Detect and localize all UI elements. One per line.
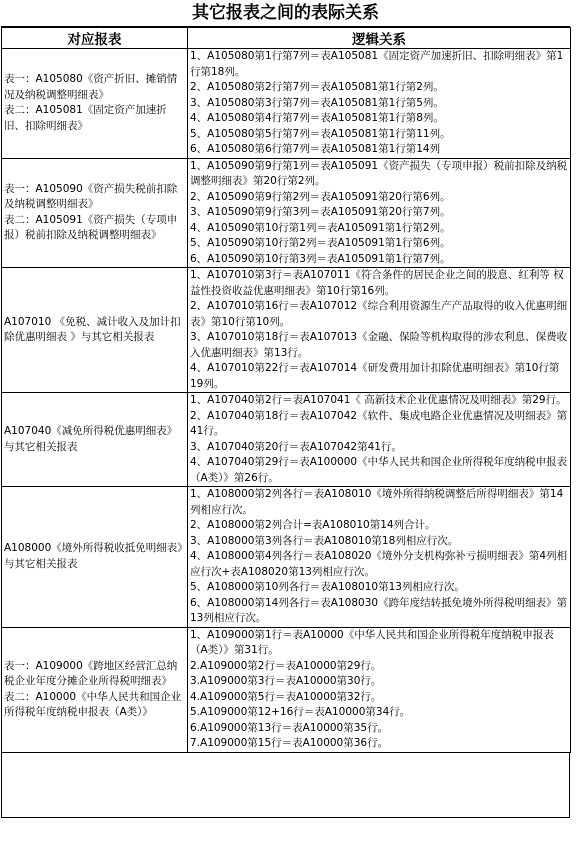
- report-name-line: 表一：A105090《资产损失税前扣除及纳税调整明细表》: [4, 182, 178, 211]
- logic-relation-line: 1、A107040第2行＝表A107041《 高新技术企业优惠情况及明细表》第29行。: [190, 394, 567, 406]
- report-name-cell[interactable]: [2, 393, 188, 487]
- header-left[interactable]: 对应报表: [2, 28, 188, 49]
- logic-relation-line: 5、A105090第10行第2列＝表A105091第1行第6列。: [190, 237, 451, 249]
- logic-relation-line: 4、A107010第22行＝表A107014《研发费用加计扣除优惠明细表》第10行第19列。: [190, 362, 560, 390]
- table-row: [2, 627, 571, 752]
- empty-rows-area: [1, 753, 570, 818]
- logic-relation-line: 1、A105090第9行第1列＝表A105091《资产损失（专项申报）税前扣除及纳税调整明细表》第20行第2列。: [190, 159, 568, 187]
- logic-relation-line: 3、A107040第20行＝表A107042第41行。: [190, 440, 402, 453]
- header-row: [2, 28, 571, 49]
- table-row: [2, 49, 571, 159]
- table-row: [2, 393, 571, 487]
- report-name-line: A107040《减免所得税优惠明细表》与其它相关报表: [4, 425, 178, 453]
- logic-relation-line: 3、A105090第9行第3列＝表A105091第20行第7列。: [190, 206, 451, 218]
- logic-relation-line: 7.A109000第15行＝表A10000第36行。: [190, 737, 389, 749]
- logic-relation-line: 4.A109000第5行＝表A10000第32行。: [190, 690, 382, 703]
- logic-relation-cell[interactable]: [188, 487, 571, 628]
- logic-relation-line: 5.A109000第12+16行＝表A10000第34行。: [190, 706, 411, 718]
- logic-relation-line: 1、A107010第3行＝表A107011《符合条件的居民企业之间的股息、红利等 权益性投资收益优惠明细表》第10行第16列。: [190, 269, 564, 297]
- report-name-line: 表一：A109000《跨地区经营汇总纳税企业年度分摊企业所得税明细表》: [4, 659, 178, 687]
- header-right[interactable]: 逻辑关系: [188, 28, 571, 49]
- report-name-line: 表二：A105091《资产损失（专项申报）税前扣除及纳税调整明细表》: [4, 213, 178, 242]
- logic-relation-cell[interactable]: [188, 627, 571, 752]
- logic-relation-line: 6、A105090第10行第3列＝表A105091第1行第7列。: [190, 252, 451, 265]
- logic-relation-line: 5、A108000第10列各行＝表A108010第13列相应行次。: [190, 581, 465, 593]
- logic-relation-cell[interactable]: [188, 268, 571, 393]
- logic-relation-line: 2、A108000第2列合计=表A108010第14列合计。: [190, 519, 436, 531]
- logic-relation-line: 6.A109000第13行＝表A10000第35行。: [190, 721, 389, 734]
- table-row: [2, 158, 571, 268]
- logic-relation-line: 4、A105090第10行第1列＝表A105091第1行第2列。: [190, 221, 451, 234]
- spreadsheet-sheet: [1, 0, 570, 818]
- logic-relation-line: 5、A105080第5行第7列＝表A105081第1行第11列。: [190, 127, 451, 140]
- table-row: [2, 487, 571, 628]
- report-name-line: 表二：A10000《中华人民共和国企业所得税年度纳税申报表（A类）》: [4, 690, 182, 718]
- logic-relation-cell[interactable]: [188, 393, 571, 487]
- logic-relation-cell[interactable]: [188, 158, 571, 268]
- logic-relation-line: 1、A105080第1行第7列＝表A105081《固定资产加速折旧、扣除明细表》第1行第18列。: [190, 50, 564, 78]
- report-name-line: 表二：A105081《固定资产加速折旧、扣除明细表》: [4, 104, 167, 132]
- logic-relation-line: 1、A109000第1行＝表A10000《中华人民共和国企业所得税年度纳税申报表（A类）》第31行。: [190, 628, 554, 656]
- logic-relation-line: 4、A107040第29行＝表A100000《中华人民共和国企业所得税年度纳税申报表（A类）》第26行。: [190, 456, 568, 484]
- report-name-line: 表一：A105080《资产折旧、摊销情况及纳税调整明细表》: [4, 73, 178, 101]
- logic-relation-line: 3、A108000第3列各行＝表A108010第18列相应行次。: [190, 534, 459, 547]
- relations-table: [1, 27, 571, 753]
- report-name-cell[interactable]: [2, 627, 188, 752]
- table-row: [2, 268, 571, 393]
- logic-relation-line: 3.A109000第3行＝表A10000第30行。: [190, 675, 382, 687]
- logic-relation-line: 6、A105080第6行第7列＝表A105081第1行第14列: [190, 143, 441, 155]
- report-name-cell[interactable]: [2, 268, 188, 393]
- logic-relation-line: 2、A105090第9行第2列＝表A105091第20行第6列。: [190, 190, 451, 203]
- logic-relation-line: 4、A105080第4行第7列＝表A105081第1行第8列。: [190, 112, 444, 124]
- logic-relation-line: 3、A105080第3行第7列＝表A105081第1行第5列。: [190, 96, 444, 109]
- logic-relation-line: 6、A108000第14列各行＝表A108030《跨年度结转抵免境外所得税明细表》第13列相应行次。: [190, 596, 568, 624]
- logic-relation-line: 2、A107040第18行＝表A107042《软件、集成电路企业优惠情况及明细表》第41行。: [190, 409, 568, 437]
- logic-relation-cell[interactable]: [188, 49, 571, 159]
- report-name-line: A107010 《免税、减计收入及加计扣除优惠明细表 》与其它相关报表: [4, 315, 181, 343]
- logic-relation-line: 1、A108000第2列各行＝表A108010《境外所得纳税调整后所得明细表》第14列相应行次。: [190, 488, 564, 516]
- report-name-cell[interactable]: [2, 158, 188, 268]
- logic-relation-line: 4、A108000第4列各行＝表A108020《境外分支机构弥补亏损明细表》第4列相应行次+表A108020第13列相应行次。: [190, 550, 568, 578]
- logic-relation-line: 2、A107010第16行＝表A107012《综合利用资源生产产品取得的收入优惠明细表》第10行第10列。: [190, 300, 568, 328]
- report-name-cell[interactable]: [2, 49, 188, 159]
- logic-relation-line: 2、A105080第2行第7列＝表A105081第1行第2列。: [190, 81, 444, 93]
- logic-relation-line: 3、A107010第18行＝表A107013《金融、保险等机构取得的涉农利息、保费收入优惠明细表》第13行。: [190, 331, 568, 359]
- report-name-cell[interactable]: [2, 487, 188, 628]
- sheet-title: 其它报表之间的表际关系: [1, 0, 570, 27]
- logic-relation-line: 2.A109000第2行＝表A10000第29行。: [190, 659, 382, 672]
- report-name-line: A108000《境外所得税收抵免明细表》与其它相关报表: [4, 542, 183, 570]
